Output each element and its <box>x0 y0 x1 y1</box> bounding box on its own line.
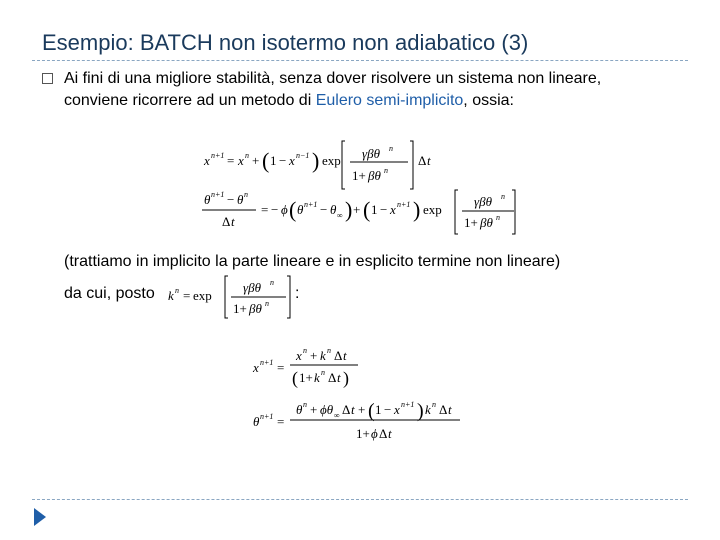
svg-text:γβθ: γβθ <box>362 146 380 161</box>
svg-text:−: − <box>320 202 328 217</box>
svg-text:n−1: n−1 <box>296 151 310 160</box>
svg-text:k: k <box>168 288 174 303</box>
footer-divider <box>32 499 688 500</box>
svg-text:1: 1 <box>371 202 378 217</box>
svg-text:θ: θ <box>253 414 260 429</box>
svg-text:n+1: n+1 <box>401 400 415 409</box>
svg-text:+: + <box>358 402 366 417</box>
svg-text:ϕ: ϕ <box>371 426 378 441</box>
svg-text:θ: θ <box>297 202 304 217</box>
svg-text:1+: 1+ <box>356 426 370 441</box>
svg-text:=: = <box>261 202 269 217</box>
svg-text:Δ: Δ <box>328 370 337 385</box>
svg-text:exp: exp <box>193 288 212 303</box>
svg-text:n: n <box>265 299 269 308</box>
svg-text:n: n <box>327 346 331 355</box>
svg-text:−: − <box>380 202 388 217</box>
svg-text:t: t <box>448 402 452 417</box>
svg-text:−: − <box>227 192 235 207</box>
svg-text:−: − <box>271 202 279 217</box>
svg-text:Δ: Δ <box>379 426 388 441</box>
svg-text:=: = <box>277 414 285 429</box>
svg-text:n: n <box>244 190 248 199</box>
eulero-semi-implicito-highlight: Eulero semi-implicito <box>315 92 464 109</box>
svg-text:βθ: βθ <box>480 215 493 230</box>
svg-text:n: n <box>245 151 249 160</box>
svg-text:∞: ∞ <box>337 211 343 220</box>
svg-text:): ) <box>413 197 421 222</box>
svg-text:exp: exp <box>322 153 341 168</box>
svg-text:∞: ∞ <box>334 411 340 420</box>
next-slide-arrow-icon[interactable] <box>34 508 46 526</box>
svg-text:−: − <box>384 402 392 417</box>
svg-text:n: n <box>384 166 388 175</box>
svg-text:ϕθ: ϕθ <box>320 402 334 417</box>
svg-text:ϕ: ϕ <box>281 202 288 217</box>
svg-text:k: k <box>320 348 326 363</box>
svg-text:x: x <box>289 153 295 168</box>
svg-text:n+1: n+1 <box>260 358 274 367</box>
svg-text:n: n <box>389 144 393 153</box>
svg-text:k: k <box>314 370 320 385</box>
svg-text:1+: 1+ <box>233 301 247 316</box>
equation-explicit-x <box>203 141 431 189</box>
svg-text:): ) <box>417 400 424 422</box>
svg-text:βθ: βθ <box>249 301 262 316</box>
svg-text:1+: 1+ <box>352 168 366 183</box>
note-text: (trattiamo in implicito la parte lineare e in esplicito termine non lineare) <box>64 253 561 270</box>
svg-text:+: + <box>353 202 361 217</box>
svg-text:Δ: Δ <box>342 402 351 417</box>
svg-text:1: 1 <box>375 402 382 417</box>
svg-text:exp: exp <box>423 202 442 217</box>
svg-text:t: t <box>337 370 341 385</box>
svg-text:t: t <box>351 402 355 417</box>
svg-text:+: + <box>310 348 318 363</box>
svg-text:n: n <box>432 400 436 409</box>
svg-text:Δ: Δ <box>334 348 343 363</box>
svg-text:Δ: Δ <box>222 214 231 229</box>
equation-k-definition <box>168 276 290 318</box>
svg-text:Δ: Δ <box>439 402 448 417</box>
svg-text:(: ( <box>262 148 270 173</box>
svg-text:x: x <box>296 348 302 363</box>
svg-text:x: x <box>238 153 244 168</box>
svg-text:n: n <box>496 213 500 222</box>
svg-text:γβθ: γβθ <box>474 194 492 209</box>
svg-text:n: n <box>270 278 274 287</box>
svg-text:=: = <box>183 288 191 303</box>
svg-text:(: ( <box>368 400 375 422</box>
svg-text:(: ( <box>292 368 298 388</box>
svg-text:n: n <box>175 286 179 295</box>
svg-text:θ: θ <box>237 192 244 207</box>
da-cui-posto-text: da cui, posto <box>64 285 155 302</box>
svg-text:n: n <box>321 368 325 377</box>
svg-text:n: n <box>501 192 505 201</box>
svg-text:(: ( <box>289 197 297 222</box>
svg-text:1: 1 <box>270 153 277 168</box>
svg-text:n+1: n+1 <box>260 412 274 421</box>
svg-text:1+: 1+ <box>299 370 313 385</box>
equation-semi-implicit-theta <box>202 190 515 234</box>
bullet-text-line-2b: , ossia: <box>463 92 514 109</box>
svg-text:x: x <box>204 153 210 168</box>
svg-text:x: x <box>253 360 259 375</box>
svg-text:x: x <box>394 402 400 417</box>
svg-text:n+1: n+1 <box>397 200 411 209</box>
colon-text: : <box>295 285 300 302</box>
svg-text:t: t <box>388 426 392 441</box>
svg-text:n: n <box>303 400 307 409</box>
svg-text:βθ: βθ <box>368 168 381 183</box>
svg-text:+: + <box>310 402 318 417</box>
svg-text:): ) <box>343 368 349 388</box>
svg-text:t: t <box>343 348 347 363</box>
svg-text:=: = <box>277 360 285 375</box>
svg-text:n: n <box>303 346 307 355</box>
slide-title: Esempio: BATCH non isotermo non adiabatico (3) <box>42 30 529 55</box>
svg-text:(: ( <box>363 197 371 222</box>
bullet-text-line-1: Ai fini di una migliore stabilità, senza dover risolvere un sistema non lineare, <box>64 70 602 87</box>
svg-text:n+1: n+1 <box>211 190 225 199</box>
svg-text:+: + <box>252 153 260 168</box>
bullet-text-line-2a: conviene ricorrere ad un metodo di <box>64 92 316 109</box>
svg-text:−: − <box>279 153 287 168</box>
svg-text:): ) <box>345 197 353 222</box>
equation-theta-update <box>253 400 460 441</box>
svg-text:θ: θ <box>296 402 303 417</box>
svg-text:t: t <box>427 153 431 168</box>
svg-text:n+1: n+1 <box>211 151 225 160</box>
svg-text:γβθ: γβθ <box>243 280 261 295</box>
svg-text:θ: θ <box>330 202 337 217</box>
svg-text:): ) <box>312 148 320 173</box>
svg-text:n+1: n+1 <box>304 200 318 209</box>
svg-text:Δ: Δ <box>418 153 427 168</box>
svg-text:k: k <box>425 402 431 417</box>
svg-text:1+: 1+ <box>464 215 478 230</box>
svg-text:θ: θ <box>204 192 211 207</box>
svg-text:t: t <box>231 214 235 229</box>
svg-text:x: x <box>390 202 396 217</box>
svg-text:=: = <box>227 153 235 168</box>
equation-x-update <box>252 346 358 389</box>
